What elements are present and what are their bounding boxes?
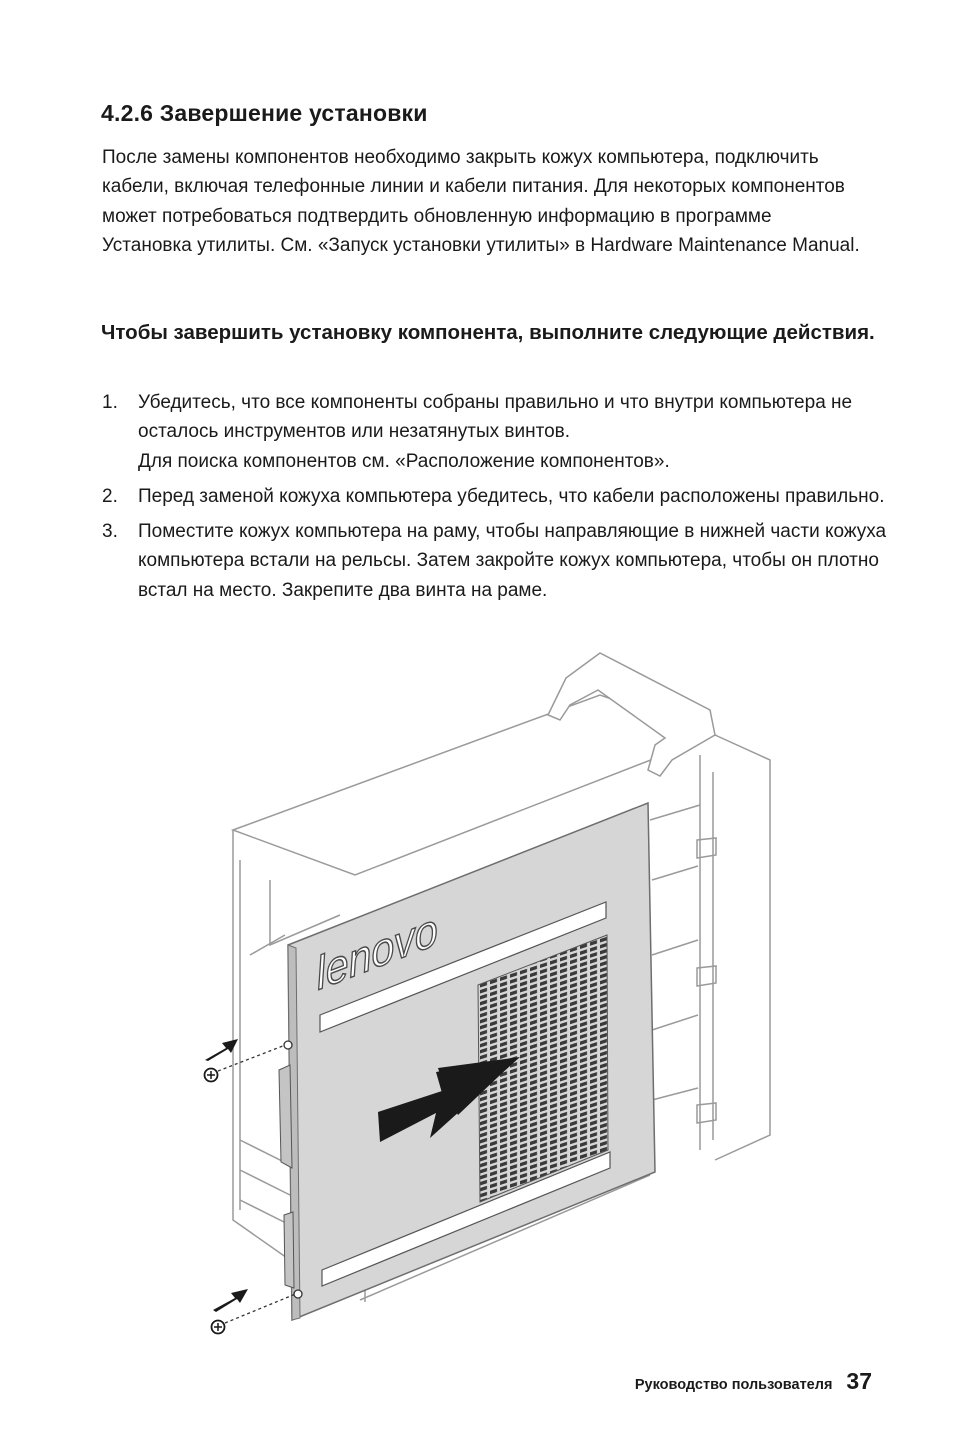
procedure-heading: Чтобы завершить установку компонента, выполните следующие действия. — [101, 321, 875, 344]
page-footer — [635, 1368, 872, 1395]
step-extra-text: Для поиска компонентов см. «Расположение компонентов». — [138, 450, 670, 472]
step-item — [102, 482, 892, 511]
intro-paragraph: После замены компонентов необходимо закрыть кожух компьютера, подключить кабели, включая телефонные линии и кабели питания. Для некоторых компонентов может потребоваться подтвердить обновленную информацию в программе Установка утилиты. См. «Запуск установки утилиты» в Hardware Maintenance Manual. — [102, 147, 860, 256]
step-item — [102, 388, 892, 476]
section-title: 4.2.6 Завершение установки — [101, 100, 428, 126]
step-text: Поместите кожух компьютера на раму, чтобы направляющие в нижней части кожуха компьютера встали на рельсы. Затем закройте кожух компьютера, чтобы он плотно встал на место. Закрепите два винта на раме. — [138, 521, 887, 601]
procedure-steps — [102, 388, 892, 611]
step-text: Перед заменой кожуха компьютера убедитесь, что кабели расположены правильно. — [138, 485, 885, 507]
lower-screw-icon — [212, 1290, 303, 1334]
step-item — [102, 517, 892, 605]
step-number: 1. — [102, 392, 118, 413]
page-number: 37 — [846, 1368, 872, 1394]
step-number: 2. — [102, 485, 118, 507]
lower-screw-arrow-icon — [213, 1289, 248, 1312]
chassis-handle — [548, 653, 715, 776]
side-cover-panel — [279, 803, 655, 1320]
step-number: 3. — [102, 521, 118, 543]
step-text: Убедитесь, что все компоненты собраны правильно и что внутри компьютера не осталось инструментов или незатянутых винтов. — [138, 392, 853, 443]
computer-cover-illustration — [0, 640, 954, 1360]
footer-title: Руководство пользователя — [634, 1377, 833, 1393]
lenovo-logo: lenovo — [313, 903, 441, 1001]
